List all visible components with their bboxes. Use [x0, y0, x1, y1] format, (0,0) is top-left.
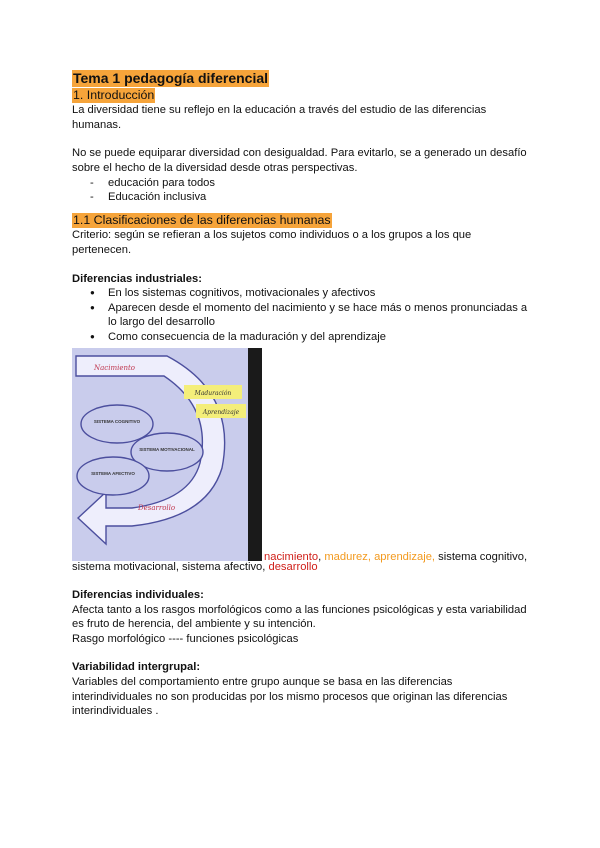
list-item: ● Como consecuencia de la maduración y del aprendizaje: [90, 330, 532, 345]
caption-separator: ,: [318, 550, 325, 563]
intro-paragraph-1: La diversidad tiene su reflejo en la educación a través del estudio de las diferencias humanas.: [72, 104, 487, 131]
label-nacimiento: Nacimiento: [94, 363, 136, 372]
label-sistema-motivacional: SISTEMA MOTIVACIONAL: [139, 446, 195, 452]
caption-desarrollo: desarrollo: [268, 560, 318, 573]
label-desarrollo: Desarrollo: [138, 503, 176, 512]
development-diagram-image: [72, 348, 262, 561]
individuales-paragraph: Afecta tanto a los rasgos morfológicos como a las funciones psicológicas y esta variabilidad es fruto de herencia, del ambiente y su intención.: [72, 603, 527, 631]
industriales-heading: Diferencias industriales:: [72, 272, 202, 285]
intergrupal-paragraph: Variables del comportamiento entre grupo aunque se basa en las diferencias interindividuales no son producidas por los mismo procesos que originan las diferencias interindividuales .: [72, 676, 508, 718]
criterio-paragraph: Criterio: según se refieran a los sujetos como individuos o a los grupos a los que pertenecen.: [72, 229, 472, 256]
page-title: Tema 1 pedagogía diferencial: [73, 70, 269, 86]
figure-row: [72, 348, 532, 561]
caption-line-2: sistema motivacional, sistema afectivo,: [72, 560, 269, 573]
label-aprendizaje: Aprendizaje: [202, 408, 240, 416]
industriales-list: [72, 286, 532, 344]
list-item: ● Aparecen desde el momento del nacimiento y se hace más o menos pronunciadas a lo largo del desarrollo: [90, 301, 532, 330]
intro-paragraph-2: No se puede equiparar diversidad con desigualdad. Para evitarlo, se a generado un desafío sobre el hecho de la diversidad desde otras perspectivas.: [72, 147, 527, 174]
intergrupal-heading: Variabilidad intergrupal:: [72, 661, 201, 674]
list-item: - educación para todos: [90, 176, 532, 191]
classifications-heading: 1.1 Clasificaciones de las diferencias humanas: [73, 212, 331, 227]
label-sistema-cognitivo: SISTEMA COGNITIVO: [93, 418, 141, 424]
intro-heading: 1. Introducción: [73, 87, 155, 102]
caption-madurez: madurez, aprendizaje,: [324, 550, 436, 563]
individuales-heading: Diferencias individuales:: [72, 589, 204, 602]
caption-rest: sistema cognitivo,: [435, 550, 528, 563]
individuales-note: Rasgo morfológico ---- funciones psicológicas: [72, 632, 299, 645]
label-sistema-afectivo: SISTEMA AFECTIVO: [91, 470, 135, 476]
intro-list: [72, 176, 532, 205]
list-item: ● En los sistemas cognitivos, motivacionales y afectivos: [90, 286, 532, 301]
caption-nacimiento: nacimiento: [264, 550, 319, 563]
label-maduracion: Maduración: [194, 389, 232, 397]
caption-continuation: [72, 560, 532, 575]
document-page: [72, 70, 532, 719]
list-item: - Educación inclusiva: [90, 190, 532, 205]
